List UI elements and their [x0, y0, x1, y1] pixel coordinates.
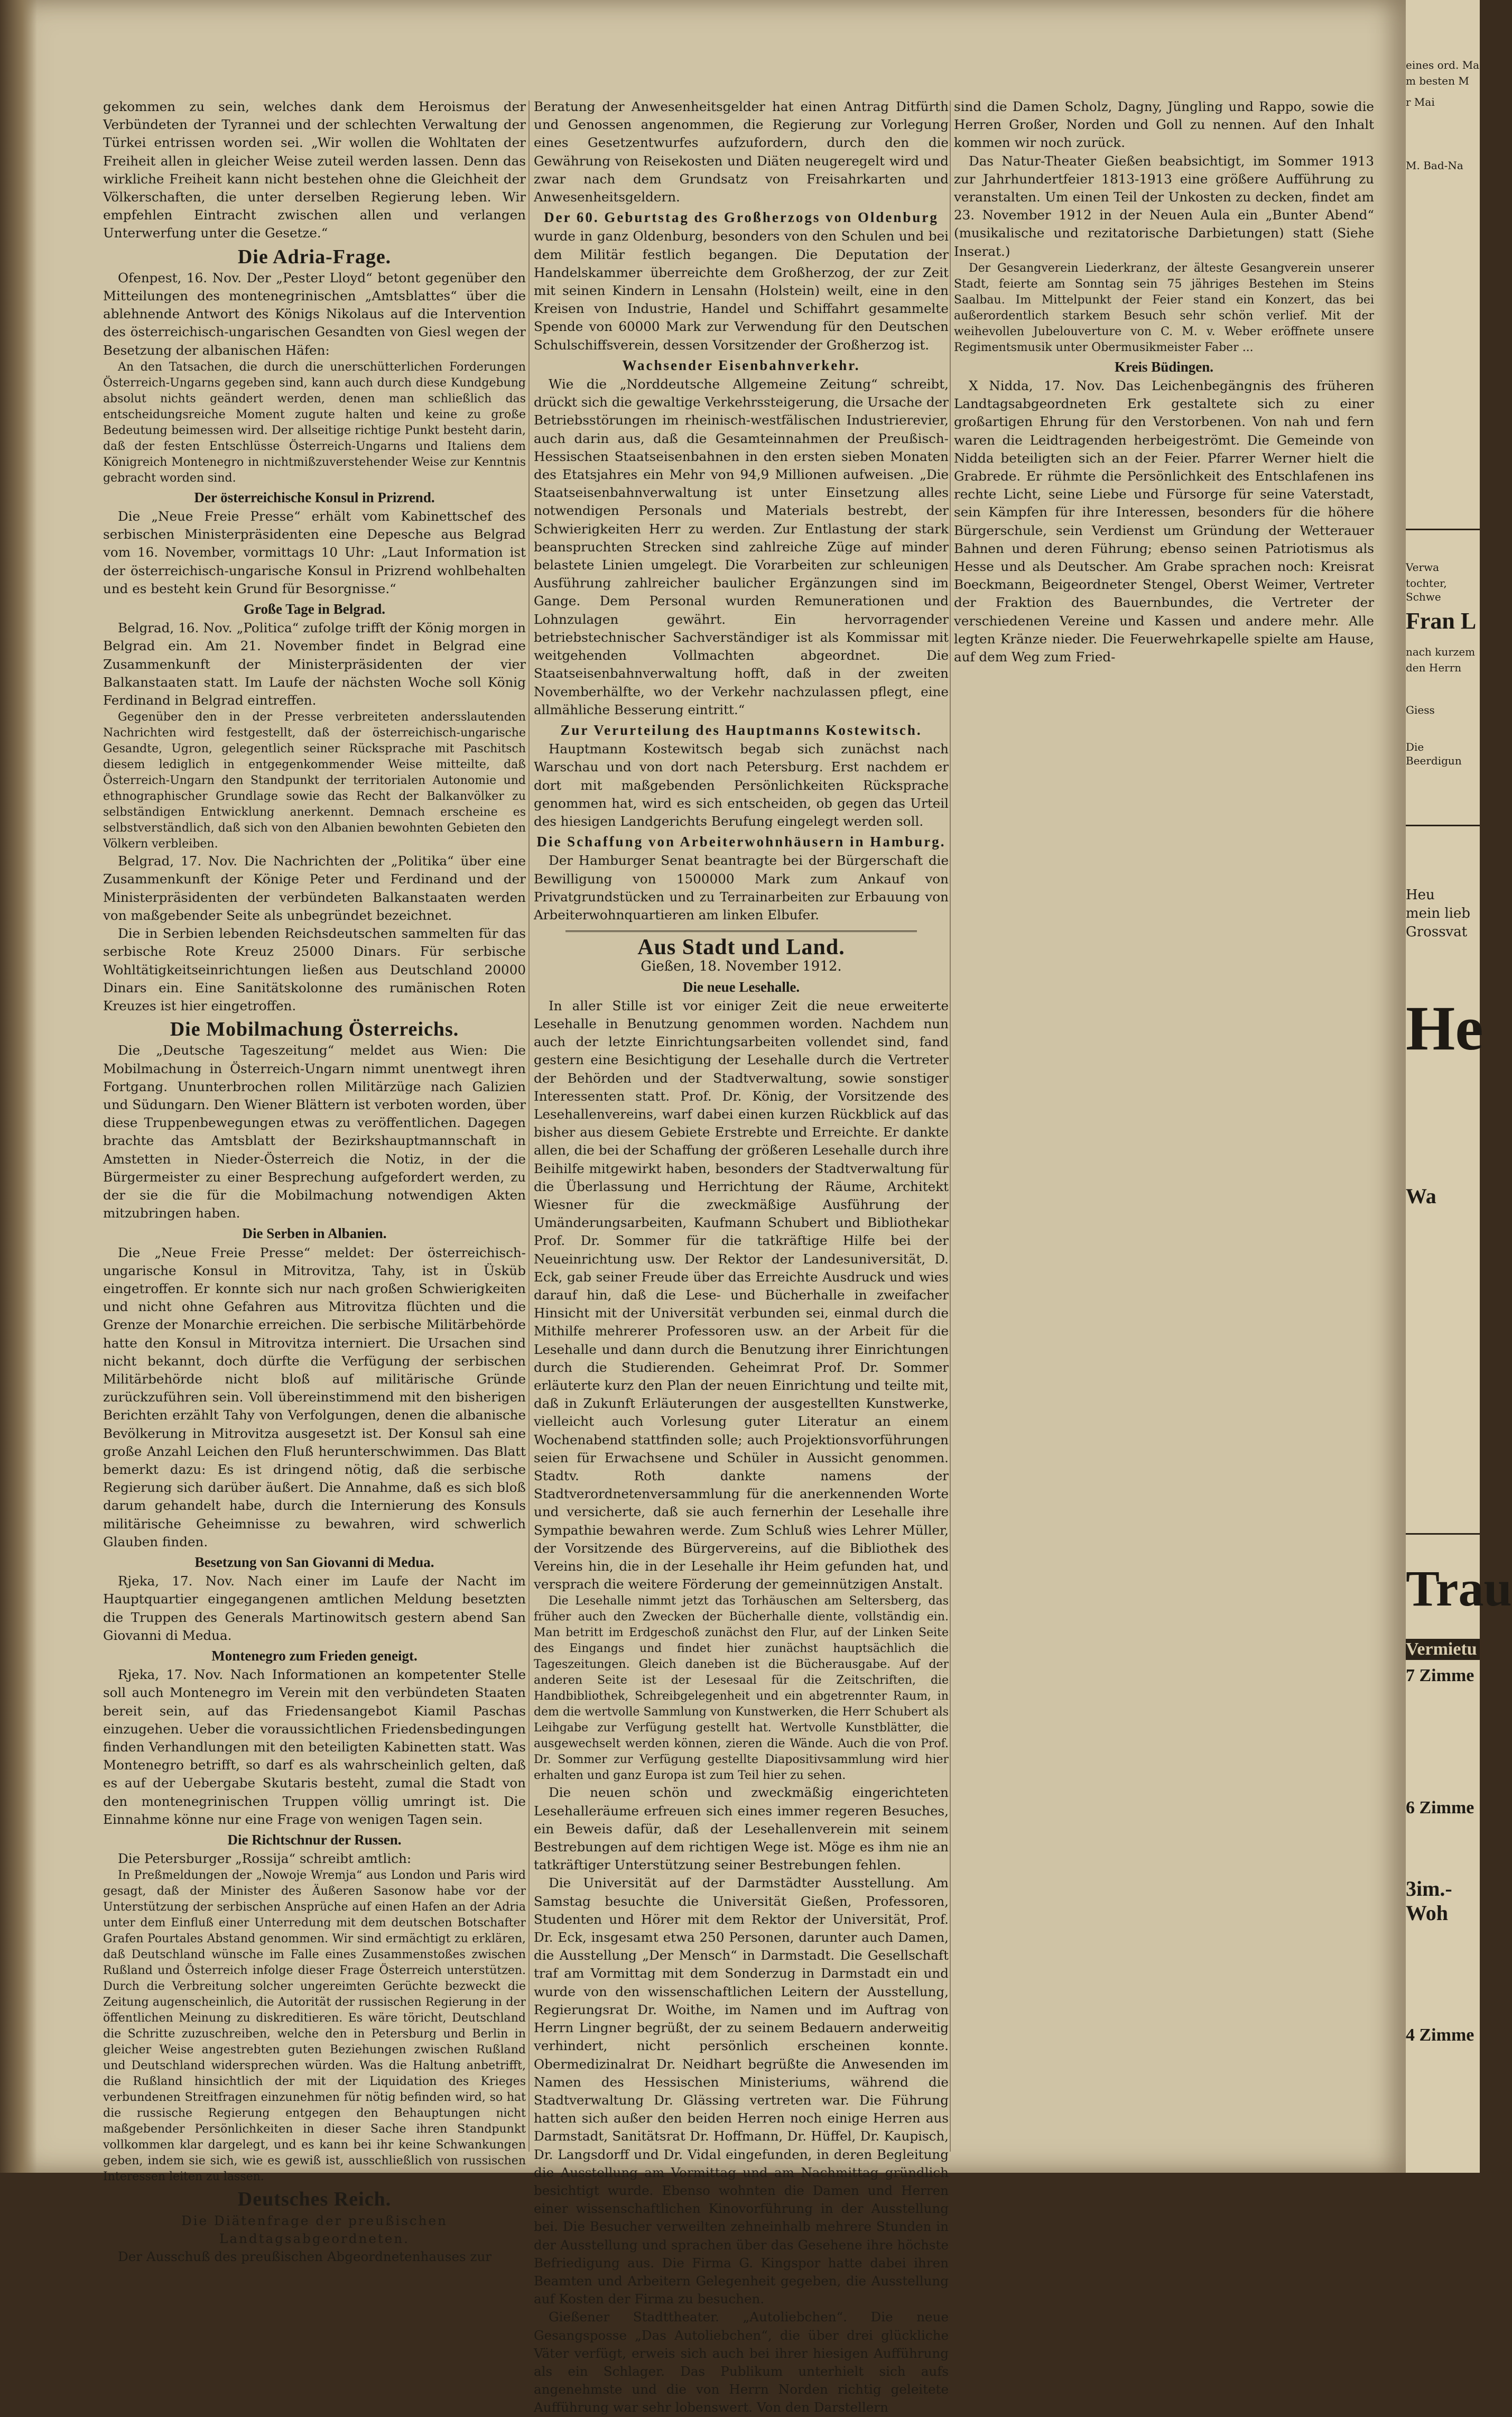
- paragraph: Die neuen schön und zweckmäßig eingerichteten Lesehalleräume erfreuen sich eines immer regeren Besuches, ein Beweis dafür, daß der Lesehallenverein mit seinem Bestrebungen auf dem richtigen Wege ist. Möge es ihm nie an tatkräftiger Unterstützung seiner Bestrebungen fehlen.: [534, 1785, 949, 1873]
- paragraph: Wie die „Norddeutsche Allgemeine Zeitung“ schreibt, drückt sich die gewaltige Verkehrssteigerung, die Ursache der Betriebsstörungen im rheinisch-westfälischen Industrierevier, auch darin aus, daß die Gesamteinnahmen der Preußisch-Hessischen Staatseisenbahnen in den ersten sieben Monaten des Etatsjahres ein Mehr von 94,9 Millionen aufweisen. „Die Staatseisenbahnverwaltung ist unter Einsetzung alles notwendigen Personals und Materials bestrebt, der Schwierigkeiten Herr zu werden. Zur Entlastung der stark beanspruchten Strecken sind zahlreiche Züge auf minder belastete Linien umgelegt. Die Vorarbeiten zur schleunigen Ausführung zahlreicher baulicher Ergänzungen sind im Gange. Dem Personal wurden Remunerationen und Lohnzulagen gewährt. Ein hervorragender betriebstechnischer Sachverständiger ist als Kommissar mit weitgehenden Vollmachten abgeordnet. Die Staatseisenbahnverwaltung hofft, daß in der zweiten Novemberhälfte, wo der Verkehr nachzulassen pflegt, eine allmähliche Besserung eintritt.“: [534, 376, 949, 717]
- headline-serben: Die Serben in Albanien.: [242, 1225, 387, 1242]
- adjacent-page-strip: [1406, 0, 1512, 2173]
- paragraph: In Preßmeldungen der „Nowoje Wremja“ aus London und Paris wird gesagt, daß der Minister des Äußeren Sasonow habe vor der Unterstützung der serbischen Ansprüche auf einen Hafen an der Adria unter dem Einfluß einer Unterredung mit dem deutschen Botschafter Grafen Pourtales Abstand genommen. Wir sind ermächtigt zu erklären, daß Deutschland wünsche im Falle eines Zusammenstoßes zwischen Rußland und Österreich infolge dieser Frage Österreich unterstützen. Durch die Verbreitung solcher ungereimten Gerüchte bezweckt die Zeitung augenscheinlich, die Autorität der russischen Regierung in der öffentlichen Meinung zu diskreditieren. Es wäre töricht, Deutschland die Schritte zuzuschreiben, welche den in Petersburg und Berlin in gleicher Weise angestrebten guten Beziehungen zwischen Rußland und Deutschland widersprechen würden. Was die Haltung anbetrifft, die Rußland hinsichtlich der mit der Liquidation des Krieges verbundenen Streitfragen einzunehmen für nötig befinden wird, so hat die russische Regierung entgegen den Behauptungen nicht maßgebender Persönlichkeiten in dieser Sache ihren Standpunkt vollkommen klar dargelegt, und es kann bei ihr keine Schwankungen geben, indem sie sich, wie es gewiß ist, ausschließlich von russischen Interessen leiten zu lassen.: [103, 1869, 526, 2184]
- paragraph: Der Gesangverein Liederkranz, der älteste Gesangverein unserer Stadt, feierte am Sonntag sein 75 jähriges Bestehen im Steins Saalbau. Im Mittelpunkt der Feier stand ein Konzert, das bei außerordentlich starkem Besuch sehr schön verlief. Mit der weihevollen Jubelouverture von C. M. v. Weber eröffnete unsere Regimentsmusik unter Obermusikmeister Faber ...: [954, 261, 1374, 354]
- fragment: M. Bad-Na: [1406, 159, 1463, 172]
- fragment: Fran L: [1406, 608, 1477, 634]
- headline-verkehr: Wachsender Eisenbahnverkehr.: [622, 357, 860, 373]
- fragment: r Mai: [1406, 96, 1435, 108]
- fragment: den Herrn: [1406, 661, 1462, 674]
- paragraph: Die Universität auf der Darmstädter Ausstellung. Am Samstag besuchte die Universität Gießen, Professoren, Studenten und Hörer mit dem Rektor der Universität, Prof. Dr. Eck, insgesamt etwa 250 Personen, darunter auch Damen, die Ausstellung „Der Mensch“ in Darmstadt. Die Gesellschaft traf am Vormittag mit dem Sonderzug in Darmstadt ein und wurde von den wissenschaftlichen Leitern der Ausstellung, Regierungsrat Dr. Woithe, im Namen und im Auftrag von Herrn Lingner begrüßt, der zu seinem Bedauern anderweitig verhindert, nicht persönlich erscheinen konnte. Obermedizinalrat Dr. Neidhart begrüßte die Anwesenden im Namen des Hessischen Ministeriums, während die Stadtverwaltung Dr. Glässing vertreten war. Die Führung hatten sich außer den beiden Herren noch einige Herren aus Darmstadt, Sanitätsrat Dr. Hoffmann, Dr. Hüffel, Dr. Kaupisch, Dr. Langsdorff und Dr. Vidal eingefunden, in deren Begleitung die Ausstellung am Vormittag und am Nachmittag gründlich besichtigt wurde. Ebenso wohnten die Damen und Herren einer wissenschaftlichen Kinovorführung in der Ausstellung bei. Die Besucher verweilten zehneinhalb mehrere Stunden in der Ausstellung und sprachen über das Gesehene ihre höchste Befriedigung aus. Die Firma G. Kingspor hatte dabei ihren Beamten und Arbeitern Gelegenheit gegeben, die Ausstellung auf Kosten der Firma zu besuchen.: [534, 1875, 949, 2307]
- column-1: [103, 98, 526, 2265]
- paragraph: Die „Neue Freie Presse“ erhält vom Kabinettschef des serbischen Ministerpräsidenten eine Depesche aus Belgrad vom 16. November, vormittags 10 Uhr: „Laut Information ist der österreichisch-ungarische Konsul in Prizrend wohlbehalten und es besteht kein Grund für Besorgnisse.“: [103, 509, 526, 596]
- paragraph: Der Ausschuß des preußischen Abgeordnetenhauses zur: [118, 2249, 492, 2265]
- paragraph: X Nidda, 17. Nov. Das Leichenbegängnis des früheren Landtagsabgeordneten Erk gestaltete sich zu einer großartigen Ehrung für den Verstorbenen. Von nah und fern waren die Leidtragenden herbeigeströmt. Die Gemeinde von Nidda beteiligten sich an der Feier. Pfarrer Werner hielt die Grabrede. Er rühmte die Persönlichkeit des Entschlafenen ins rechte Licht, seine Liebe und Fürsorge für seine Vaterstadt, sein Kämpfen für ihre Interessen, besonders für die höhere Bürgerschule, sein Verdienst um Gründung der Wetterauer Bahnen und deren Führung; ebenso seinen Patriotismus als Hesse und als Deutscher. Am Grabe sprachen noch: Kreisrat Boeckmann, Beigeordneter Stengel, Oberst Weimer, Vertreter der Fraktion des Bauernbundes, die Vertreter der verschiedenen Vereine und Kassen und andere mehr. Alle legten Kränze nieder. Die Feuerwehrkapelle spielte am Hause, auf dem Weg zum Fried-: [954, 378, 1374, 665]
- paragraph: Das Natur-Theater Gießen beabsichtigt, im Sommer 1913 zur Jahrhundertfeier 1813-1913 eine größere Aufführung zu veranstalten. Um einen Teil der Unkosten zu decken, findet am 23. November 1912 in der Neuen Aula ein „Bunter Abend“ (musikalische und rezitatorische Darbietungen) statt (Siehe Inserat.): [954, 153, 1374, 259]
- headline-russen: Die Richtschnur der Russen.: [227, 1832, 402, 1848]
- paragraph: Der Hamburger Senat beantragte bei der Bürgerschaft die Bewilligung von 1500000 Mark zum Ankauf von Privatgrundstücken und zu Terrainarbeiten zur Erbauung von Arbeiterwohnquartieren am linken Elbufer.: [534, 853, 949, 922]
- fragment: Trau: [1406, 1560, 1512, 1617]
- headline-adria: Die Adria-Frage.: [237, 245, 392, 268]
- headline-oldenburg: Der 60. Geburtstag des Großherzogs von Oldenburg: [544, 209, 939, 226]
- paragraph: Rjeka, 17. Nov. Nach Informationen an kompetenter Stelle soll auch Montenegro im Verein mit den verbündeten Staaten bereit sein, auf das Friedensangebot Kiamil Paschas einzugehen. Ueber die voraussichtlichen Friedensbedingungen finden Verhandlungen mit den beteiligten Kabinetten statt. Was Montenegro betrifft, so darf es als wahrscheinlich gelten, daß es auf der Uebergabe Skutaris besteht, zumal die Stadt von den montenegrinischen Truppen völlig umringt ist. Die Einnahme könne nur eine Frage von wenigen Tagen sein.: [103, 1667, 526, 1827]
- fragment: eines ord. Ma: [1406, 59, 1480, 71]
- headline-hamburg: Die Schaffung von Arbeiterwohnhäusern in Hamburg.: [536, 834, 946, 850]
- fragment: Heu: [1406, 887, 1435, 903]
- fragment: He: [1406, 993, 1483, 1063]
- paragraph: Gegenüber den in der Presse verbreiteten andersslautenden Nachrichten wird festgestellt, daß der österreichisch-ungarische Gesandte, Ugron, gelegentlich seiner Rücksprache mit Paschitsch diesem lediglich in entgegenkommender Weise mitteilte, daß Österreich-Ungarn den Standpunkt der territorialen Autonomie und ethnographischer Grundlage sowie das Recht der Balkanvölker zu selbständigen Entwicklung anerkennt. Demnach erscheine es selbstverständlich, daß sich von den Albanien bewohnten Gebieten den Völkern verbleiben.: [103, 711, 526, 851]
- paragraph: Belgrad, 17. Nov. Die Nachrichten der „Politika“ über eine Zusammenkunft der Könige Peter und Ferdinand und der Ministerpräsidenten der verbündeten Balkanstaaten werden von maßgebender Seite als unbegründet bezeichnet.: [103, 853, 526, 923]
- fragment: m besten M: [1406, 75, 1469, 87]
- column-3: [954, 98, 1374, 2138]
- headline-deutsches-reich: Deutsches Reich.: [237, 2188, 392, 2211]
- fragment: 7 Zimme: [1406, 1666, 1474, 1685]
- fragment: tochter, Schwe: [1406, 577, 1447, 603]
- fragment: Die Beerdigun: [1406, 741, 1462, 767]
- paragraph: gekommen zu sein, welches dank dem Heroismus der Verbündeten der Tyrannei und der schlechten Verwaltung der Türkei entrissen worden sei. „Wir wollen die Wohltaten der Freiheit allen in gleicher Weise zuteil werden lassen. Denn das wirkliche Freiheit kann nicht bestehen ohne die Gleichheit der Völkerschaften, die unter derselben Regierung leben. Wir empfehlen Eintracht zwischen allen und verlangen Unterwerfung unter die Gesetze.“: [103, 99, 526, 241]
- paragraph: Die Petersburger „Rossija“ schreibt amtlich:: [118, 1851, 412, 1867]
- subheadline: Die Diätenfrage der preußischen Landtagsabgeordneten.: [181, 2212, 448, 2246]
- ad-border: [1406, 1533, 1480, 1535]
- fragment: Verwa: [1406, 561, 1440, 574]
- column-rule: [528, 100, 530, 2152]
- section-divider: [565, 930, 917, 932]
- ad-border: [1406, 529, 1480, 530]
- column-rule: [950, 100, 951, 2152]
- paragraph: Rjeka, 17. Nov. Nach einer im Laufe der Nacht im Hauptquartier eingegangenen amtlichen Meldung besetzten die Truppen des Generals Martinowitsch gestern abend San Giovanni di Medua.: [103, 1573, 526, 1643]
- paragraph: Belgrad, 16. Nov. „Politica“ zufolge trifft der König morgen in Belgrad ein. Am 21. November findet in Belgrad eine Zusammenkunft der Ministerpräsidenten der vier Balkanstaaten statt. Im Laufe der nächsten Woche soll König Ferdinand in Belgrad eintreffen.: [103, 620, 526, 708]
- paragraph: Die „Neue Freie Presse“ meldet: Der österreichisch-ungarische Konsul in Mitrovitza, Tahy, ist in Üsküb eingetroffen. Er konnte sich nur nach großen Schwierigkeiten und nicht ohne Gefahren aus Mitrovitza flüchten und die Grenze der Monarchie erreichen. Die serbische Militärbehörde hatte den Konsul in Mitrovitza interniert. Die Ursachen sind nicht bekannt, doch dürfte die Verfügung der serbischen Militärbehörde nicht bloß auf militärische Gründe zurückzuführen sein. Voll übereinstimmend mit den bisherigen Berichten erzählt Tahy von Verfolgungen, denen die albanische Bevölkerung in Mitrovitza ausgesetzt ist. Der Konsul sah eine große Anzahl Leichen den Fluß herunterschwimmen. Das Blatt bemerkt dazu: Es ist dringend nötig, daß die serbische Regierung sich darüber äußert. Die Annahme, daß es sich bloß darum gehandelt habe, durch die Internierung des Konsuls militärische Geheimnisse zu bewahren, wird schwerlich Glauben finden.: [103, 1244, 526, 1549]
- paragraph: wurde in ganz Oldenburg, besonders von den Schulen und bei dem Militär festlich begangen. Die Deputation der Handelskammer überreichte dem Großherzog, der zur Zeit mit seinen Kindern in Lensahn (Holstein) weilt, eine in den Kreisen von Industrie, Handel und Schiffahrt gesammelte Spende von 60000 Mark zur Verwendung für den Deutschen Schulschiffsverein, dessen Vorsitzender der Großherzog ist.: [534, 228, 949, 353]
- fragment: Wa: [1406, 1184, 1436, 1208]
- headline-medua: Besetzung von San Giovanni di Medua.: [194, 1554, 434, 1570]
- headline-kostewitsch: Zur Verurteilung des Hauptmanns Kostewitsch.: [560, 722, 922, 738]
- fragment: nach kurzem: [1406, 645, 1476, 658]
- fragment: 4 Zimme: [1406, 2025, 1474, 2045]
- paragraph: Hauptmann Kostewitsch begab sich zunächst nach Warschau und von dort nach Petersburg. Erst nachdem er dort mit maßgebenden Persönlichkeiten Rücksprache genommen hat, wird es sich entscheiden, ob gegen das Urteil des hiesigen Landgerichts Berufung eingelegt werden soll.: [534, 741, 949, 829]
- paragraph: Ofenpest, 16. Nov. Der „Pester Lloyd“ betont gegenüber den Mitteilungen des montenegrinischen „Amtsblattes“ über die ablehnende Antwort des Königs Nikolaus auf die Intervention des österreichisch-ungarischen Gesandten von Giesl wegen der Besetzung der albanischen Häfen:: [103, 270, 526, 358]
- column-2: [534, 98, 949, 2415]
- headline-montenegro: Montenegro zum Frieden geneigt.: [211, 1648, 418, 1664]
- headline-kreis-buedingen: Kreis Büdingen.: [1114, 358, 1214, 375]
- page-fold-shadow: [0, 0, 37, 2173]
- fragment: Vermietu: [1406, 1639, 1480, 1660]
- headline-lesehalle: Die neue Lesehalle.: [682, 979, 800, 995]
- paragraph: sind die Damen Scholz, Dagny, Jüngling und Rappo, sowie die Herren Großer, Norden und Goll zu nennen. Auf den Inhalt kommen wir noch zurück.: [954, 99, 1374, 151]
- paragraph: In aller Stille ist vor einiger Zeit die neue erweiterte Lesehalle in Benutzung genommen worden. Nachdem nun auch der letzte Einrichtungsarbeiten vollendet sind, fand gestern eine Besichtigung der Lesehalle durch die Vertreter der Behörden und der Stadtverwaltung, sowie sonstiger Interessenten statt. Prof. Dr. König, der Vorsitzende des Lesehallenvereins, warf dabei einen kurzen Rückblick auf das bisher aus diesem Gebiete Erstrebte und Erreichte. Er dankte allen, die bei der Schaffung der größeren Lesehalle durch ihre Beihilfe mitgewirkt haben, besonders der Stadtverwaltung für die Überlassung und Herrichtung der Räume, Architekt Wiesner für die zweckmäßige Ausführung der Umänderungsarbeiten, Kaufmann Schubert und Bibliothekar Prof. Dr. Sommer für die tatkräftige Hilfe bei der Neueinrichtung usw. Der Rektor der Landesuniversität, D. Eck, gab seiner Freude über das Erreichte Ausdruck und wies darauf hin, daß die Lese- und Bücherhalle in zweifacher Hinsicht mit der Universität verbunden sei, einmal durch die Mithilfe mehrerer Professoren usw. an der Arbeit für die Lesehalle und dann durch die Benutzung ihrer Einrichtungen durch die Studierenden. Geheimrat Prof. Dr. Sommer erläuterte kurz den Plan der neuen Einrichtung und teilte mit, daß in Zukunft Erläuterungen der ausgestellten Kunstwerke, vielleicht auch Vorlesung guter Literatur an einem Wochenabend stattfinden solle; auch Projektionsvorführungen seien für Erwachsene und Schüler in Aussicht genommen. Stadtv. Roth dankte namens der Stadtverordnetenversammlung für die anerkennenden Worte und versicherte, daß sie auch fernerhin der Lesehalle ihre Sympathie bewahren werde. Zum Schluß wies Lehrer Müller, der Vorsitzende des Bürgervereins, auf die Bibliothek des Vereins hin, die in der Lesehalle ihr Heim gefunden hat, und versprach die weitere Förderung der gemeinnützigen Anstalt.: [534, 998, 949, 1592]
- paragraph: An den Tatsachen, die durch die unerschütterlichen Forderungen Österreich-Ungarns gegeben sind, kann auch durch diese Kundgebung absolut nichts geändert werden, denen man schließlich das entscheidungsreiche Moment zugute halten und keine zu große Bedeutung beimessen wird. Der allseitige richtige Punkt besteht darin, daß der festen Entschlüsse Österreich-Ungarns und Italiens dem Königreich Montenegro in nichtmißzuverstehender Weise zur Kenntnis gebracht worden sind.: [103, 360, 526, 485]
- paragraph: Die Lesehalle nimmt jetzt das Torhäuschen am Seltersberg, das früher auch den Zwecken der Bücherhalle diente, vollständig ein. Man betritt im Erdgeschoß zunächst den Flur, auf der Linken Seite des Eingangs und findet hier zunächst hauptsächlich die Tageszeitungen. Gleich daneben ist die Bücherausgabe. Auf der anderen Seite ist der Lesesaal für die Zeitschriften, die Handbibliothek, Schreibgelegenheit und ein abgetrennter Raum, in dem die wertvolle Sammlung von Kunstwerken, die Herr Schubert als Leihgabe zur Verfügung gestellt hat. Wertvolle Kunstblätter, die ausgewechselt werden können, zieren die Wände. Auch die von Prof. Dr. Sommer zur Verfügung gestellte Diapositivsammlung wird hier erhalten und ganz Europa ist zum Teil hier zu sehen.: [534, 1594, 949, 1783]
- paragraph: Die in Serbien lebenden Reichsdeutschen sammelten für das serbische Rote Kreuz 25000 Dinars. Für serbische Wohltätigkeitseinrichtungen ließen aus Deutschland 20000 Dinars ein. Eine Sanitätskolonne des rumänischen Roten Kreuzes ist hier eingetroffen.: [103, 926, 526, 1013]
- headline-konsul: Der österreichische Konsul in Prizrend.: [194, 489, 435, 505]
- headline-mobilmachung: Die Mobilmachung Österreichs.: [170, 1018, 459, 1041]
- paragraph: Gießener Stadttheater. „Autoliebchen“. Die neue Gesangsposse „Das Autoliebchen“, die über drei glückliche Väter verfügt, erweis sich auch bei ihrer hiesigen Aufführung als ein Schlager. Das Publikum unterhielt sich aufs angenehmste und die von Herrn Norden richtig geleitete Aufführung war sehr lobenswert. Von den Darstellern: [534, 2309, 949, 2415]
- paragraph: Beratung der Anwesenheitsgelder hat einen Antrag Ditfürth und Genossen angenommen, die Regierung zur Vorlegung eines Gesetzentwurfes aufzufordern, durch den die Gewährung von Reisekosten und Diäten neugeregelt wird und zwar nach dem Grundsatz von Freisahrkarten und Anwesenheitsgeldern.: [534, 99, 949, 205]
- headline-belgrad: Große Tage in Belgrad.: [243, 601, 386, 617]
- paragraph: Die „Deutsche Tageszeitung“ meldet aus Wien: Die Mobilmachung in Österreich-Ungarn nimmt unentwegt ihren Fortgang. Ununterbrochen rollen Militärzüge nach Galizien und Südungarn. Den Wiener Blättern ist verboten worden, über diese Truppenbewegungen etwas zu veröffentlichen. Dagegen brachte das Amtsblatt der Bezirkshauptmannschaft in Amstetten in Nieder-Österreich die Notiz, in der die Bürgermeister zu einer Besprechung aufgefordert werden, zu der sie die für die Mobilmachung notwendigen Akten mitzubringen haben.: [103, 1043, 526, 1221]
- fragment: 6 Zimme: [1406, 1798, 1474, 1818]
- fragment: mein lieb: [1406, 906, 1471, 921]
- fragment: Giess: [1406, 704, 1435, 716]
- fragment: Grossvat: [1406, 924, 1468, 940]
- section-title: Aus Stadt und Land.: [637, 935, 845, 960]
- fragment: 3im.-Woh: [1406, 1877, 1452, 1925]
- dateline: Gießen, 18. November 1912.: [641, 958, 842, 975]
- ad-border: [1406, 825, 1480, 826]
